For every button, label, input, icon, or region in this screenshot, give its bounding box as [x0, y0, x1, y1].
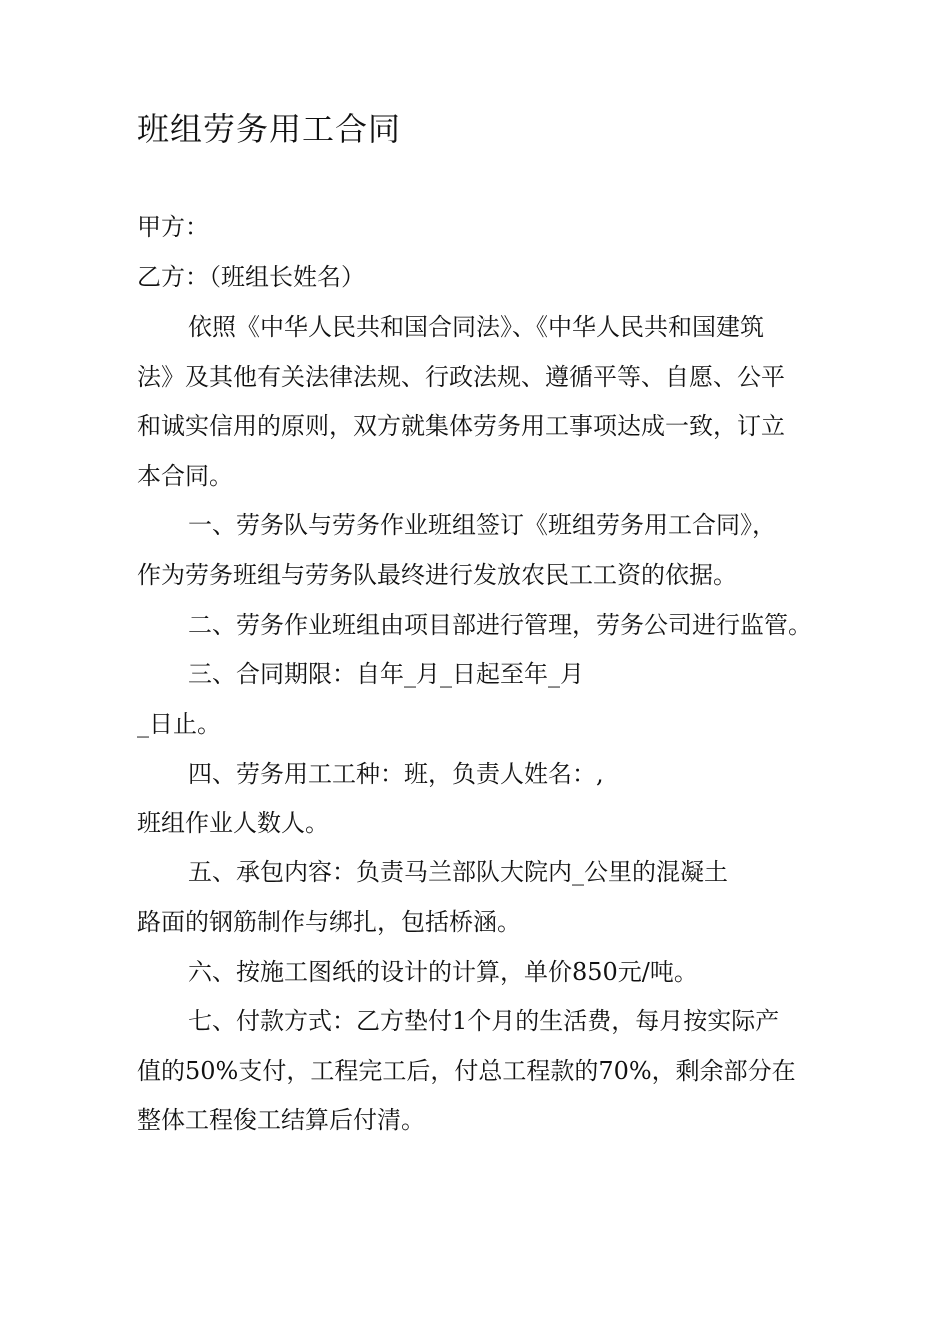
clause-4-line-2: 班组作业人数人。 [137, 809, 329, 837]
clause-5-line-2: 路面的钢筋制作与绑扎，包括桥涵。 [137, 908, 521, 936]
clause-6-line-1: 六、按施工图纸的设计的计算，单价850元/吨。 [188, 958, 698, 986]
clause-7-line-1: 七、付款方式：乙方垫付1个月的生活费，每月按实际产 [188, 1007, 780, 1035]
clause-3-line-2: _日止。 [137, 710, 221, 738]
party-b-line: 乙方：（班组长姓名） [137, 263, 365, 291]
intro-line-1: 依照《中华人民共和国合同法》、《中华人民共和国建筑 [188, 313, 764, 341]
clause-1-line-2: 作为劳务班组与劳务队最终进行发放农民工工资的依据。 [137, 561, 737, 589]
clause-3-line-1: 三、合同期限：自年_月_日起至年_月 [188, 660, 584, 688]
clause-4-line-1: 四、劳务用工工种：班，负责人姓名：, [188, 760, 604, 788]
clause-5-line-1: 五、承包内容：负责马兰部队大院内_公里的混凝土 [188, 858, 728, 886]
intro-line-4: 本合同。 [137, 462, 233, 490]
clause-1-line-1: 一、劳务队与劳务作业班组签订《班组劳务用工合同》， [188, 511, 776, 539]
party-a-line: 甲方： [137, 213, 209, 241]
intro-line-3: 和诚实信用的原则，双方就集体劳务用工事项达成一致，订立 [137, 412, 785, 440]
intro-line-2: 法》及其他有关法律法规、行政法规、遵循平等、自愿、公平 [137, 363, 785, 391]
clause-2-line-1: 二、劳务作业班组由项目部进行管理，劳务公司进行监管。 [188, 611, 812, 639]
document-title: 班组劳务用工合同 [137, 110, 402, 148]
clause-7-line-2: 值的50%支付，工程完工后，付总工程款的70%，剩余部分在 [137, 1057, 796, 1085]
clause-7-line-3: 整体工程俊工结算后付清。 [137, 1106, 425, 1134]
